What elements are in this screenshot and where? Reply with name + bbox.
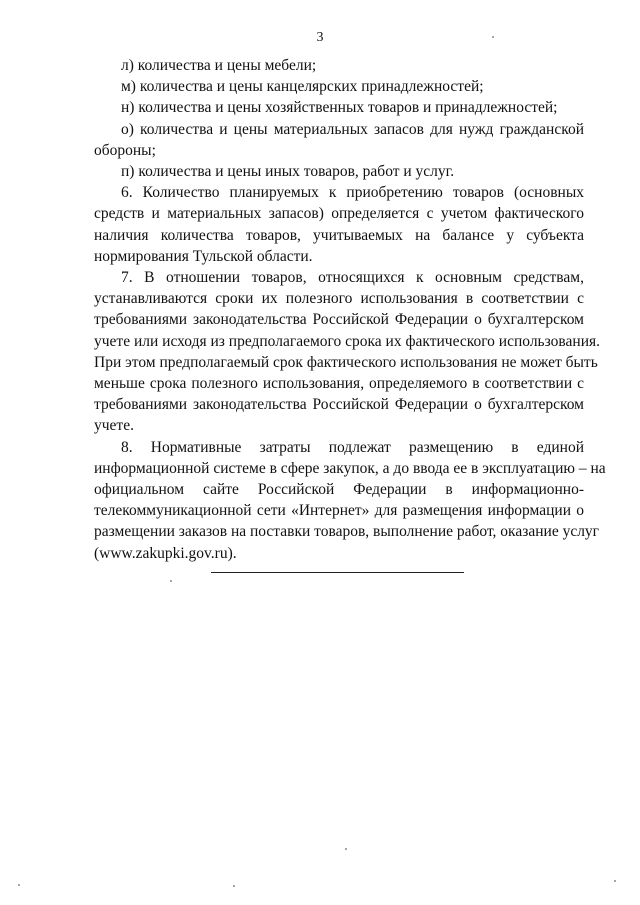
paragraph-6-line-4: нормирования Тульской области. [94,247,313,265]
list-item-o-line-2: обороны; [94,141,156,159]
list-item-o-line-1: о) количества и цены материальных запасов для нужд гражданской [121,120,584,138]
closing-rule [211,572,464,573]
scan-speck [233,885,235,887]
paragraph-7-line-7: требованиями законодательства Российской Федерации о бухгалтерском [94,396,584,414]
paragraph-7-line-8: учете. [94,417,134,435]
paragraph-8-line-2: информационной системе в сфере закупок, а до ввода ее в эксплуатацию – на [94,459,606,477]
scan-speck [170,580,172,582]
page-number: 3 [316,30,324,45]
paragraph-7-line-4: учете или исходя из предполагаемого срока их фактического использования. [94,332,600,350]
paragraph-7-line-5: При этом предполагаемый срок фактического использования не может быть [94,353,598,371]
scan-speck [492,36,494,38]
paragraph-6-line-1: 6. Количество планируемых к приобретению товаров (основных [121,184,584,202]
paragraph-8-line-6: (www.zakupki.gov.ru). [94,544,237,562]
list-item-p: п) количества и цены иных товаров, работ и услуг. [121,163,455,181]
list-item-m: м) количества и цены канцелярских принадлежностей; [121,78,484,96]
paragraph-7-line-2: устанавливаются сроки их полезного использования в соответствии с [94,290,584,308]
paragraph-6-line-3: наличия количества товаров, учитываемых на балансе у субъекта [94,226,584,244]
list-item-n: н) количества и цены хозяйственных товаров и принадлежностей; [121,99,558,117]
paragraph-8-line-4: телекоммуникационной сети «Интернет» для размещения информации о [94,502,584,520]
paragraph-6-line-2: средств и материальных запасов) определяется с учетом фактического [94,205,584,223]
scan-speck [345,848,347,850]
document-body [94,55,606,564]
scan-speck [18,884,20,886]
scan-speck [614,880,616,882]
paragraph-7-line-3: требованиями законодательства Российской Федерации о бухгалтерском [94,311,584,329]
list-item-l: л) количества и цены мебели; [121,57,317,74]
paragraph-7-line-6: меньше срока полезного использования, определяемого в соответствии с [94,375,584,393]
paragraph-8-line-3: официальном сайте Российской Федерации в информационно- [94,481,584,499]
paragraph-8-line-5: размещении заказов на поставки товаров, выполнение работ, оказание услуг [94,523,600,541]
paragraph-8-line-1: 8. Нормативные затраты подлежат размещению в единой [121,438,584,456]
paragraph-7-line-1: 7. В отношении товаров, относящихся к основным средствам, [121,269,584,287]
